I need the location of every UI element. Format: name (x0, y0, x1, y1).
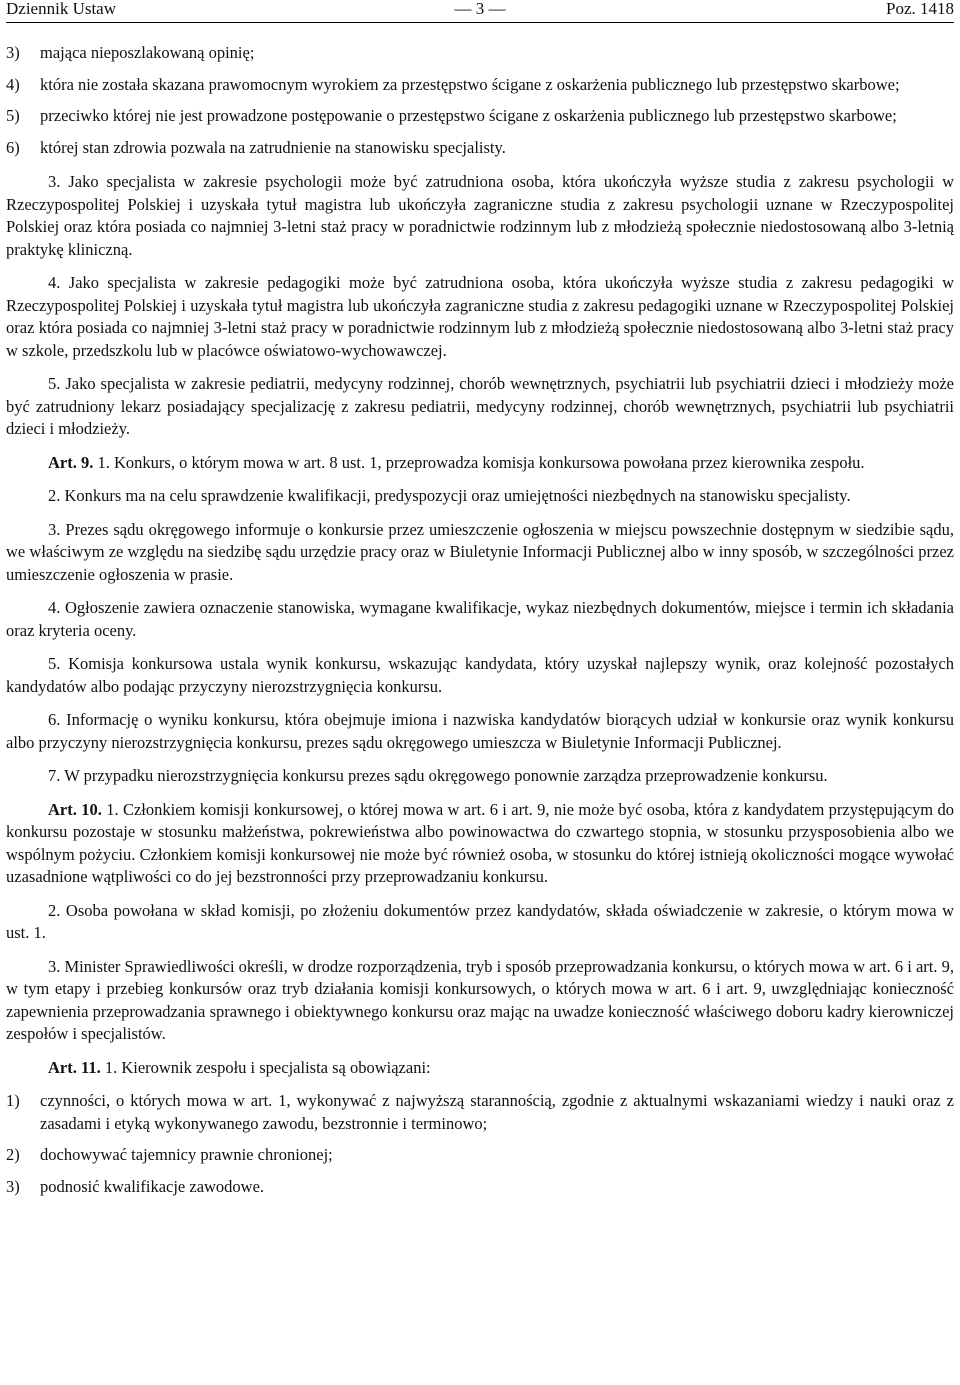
list-text: która nie została skazana prawomocnym wyrokiem za przestępstwo ścigane z oskarżenia publicznego lub przestępstwo skarbowe; (40, 74, 900, 94)
paragraph-pedagogy: 4. Jako specjalista w zakresie pedagogiki może być zatrudniona osoba, która ukończyła wyższe studia z zakresu pedagogiki w Rzeczypospolitej Polskiej i uzyskała tytuł magistra lub ukończyła zagraniczne studia z zakresu pedagogiki uznane w Rzeczypospolitej Polskiej oraz która posiada co najmniej 3-letni staż pracy w poradnictwie rodzinnym lub z młodzieżą społecznie niedostosowaną albo 3-letni staż pracy w szkole, przedszkolu lub w placówce oświatowo-wychowawczej. (6, 273, 954, 360)
list-item (6, 1090, 954, 1135)
paragraph-psychology: 3. Jako specjalista w zakresie psychologii może być zatrudniona osoba, która ukończyła wyższe studia z zakresu psychologii w Rzeczypospolitej Polskiej i uzyskała tytuł magistra lub ukończyła zagraniczne studia z zakresu psychologii uznane w Rzeczypospolitej Polskiej oraz która posiada co najmniej 3-letni staż pracy w poradnictwie rodzinnym lub z młodzieżą społecznie niedostosowaną albo 3-letnią praktykę kliniczną. (6, 172, 954, 259)
article-9-paragraph: 7. W przypadku nierozstrzygnięcia konkursu prezes sądu okręgowego ponownie zarządza przeprowadzenie konkursu. (48, 766, 828, 785)
list-number: 3) (6, 43, 20, 62)
list-text: której stan zdrowia pozwala na zatrudnienie na stanowisku specjalisty. (40, 137, 506, 157)
article-text: 1. Konkurs, o którym mowa w art. 8 ust. 1, przeprowadza komisja konkursowa powołana przez kierownika zespołu. (93, 452, 865, 472)
list-text: czynności, o których mowa w art. 1, wykonywać z najwyższą starannością, zgodnie z aktualnymi wskazaniami wiedzy i nauki oraz z zasadami i etyką wykonywanego zawodu, bezstronnie i terminowo; (40, 1091, 954, 1133)
list-text: mająca nieposzlakowaną opinię; (40, 43, 255, 62)
article-11-first (6, 1057, 954, 1080)
list-text: przeciwko której nie jest prowadzone postępowanie o przestępstwo ścigane z oskarżenia publicznego lub przestępstwo skarbowe; (40, 106, 897, 125)
position-number: Poz. 1418 (886, 0, 954, 18)
list-number: 2) (6, 1145, 20, 1164)
article-9-paragraph: 2. Konkurs ma na celu sprawdzenie kwalifikacji, predyspozycji oraz umiejętności niezbędnych na stanowisku specjalisty. (48, 486, 851, 505)
list-item (6, 1144, 954, 1167)
list-number: 5) (6, 106, 20, 125)
article-10-paragraph: 2. Osoba powołana w skład komisji, po złożeniu dokumentów przez kandydatów, składa oświadczenie w zakresie, o którym mowa w ust. 1. (6, 900, 954, 942)
list-item (6, 105, 954, 128)
article-10-paragraph: 3. Minister Sprawiedliwości określi, w drodze rozporządzenia, tryb i sposób przeprowadzania konkursu, o których mowa w art. 6 i art. 9, w tym etapy i przebieg konkursów oraz tryb działania komisji konkursowych, o których mowa w art. 6 i art. 9, uwzględniając konieczność zapewnienia przeprowadzania sprawnego i obiektywnego konkursu oraz mając na uwadze konieczność właściwego doboru kadry kierowniczej zespołów i specjalistów. (6, 956, 954, 1043)
article-9-paragraph: 3. Prezes sądu okręgowego informuje o konkursie przez umieszczenie ogłoszenia w miejscu powszechnie dostępnym w siedzibie sądu, we właściwym ze względu na siedzibę sądu urzędzie pracy oraz w Biuletynie Informacji Publicznej albo w inny sposób, w szczególności przez umieszczenie ogłoszenia w prasie. (6, 519, 954, 584)
list-number: 3) (6, 1176, 20, 1196)
list-item (6, 42, 954, 65)
list-number: 4) (6, 74, 20, 94)
article-9-paragraph: 6. Informację o wyniku konkursu, która obejmuje imiona i nazwiska kandydatów biorących udział w konkursie oraz wynik konkursu albo przyczyny nierozstrzygnięcia konkursu, prezes sądu okręgowego umieszcza w Biuletynie Informacji Publicznej. (6, 710, 954, 752)
document-body (6, 42, 954, 1207)
list-text: podnosić kwalifikacje zawodowe. (40, 1176, 265, 1196)
list-item (6, 74, 954, 97)
list-number: 1) (6, 1091, 20, 1110)
article-9-paragraph: 5. Komisja konkursowa ustala wynik konkursu, wskazując kandydata, który uzyskał najlepszy wynik, oraz kolejność pozostałych kandydatów albo podając przyczyny nierozstrzygnięcia konkursu. (6, 654, 954, 696)
article-text: 1. Członkiem komisji konkursowej, o której mowa w art. 6 i art. 9, nie może być osoba, która z kandydatem przystępującym do konkursu pozostaje w stosunku małżeństwa, pokrewieństwa albo powinowactwa do czwartego stopnia, w stosunku przysposobienia albo we wspólnym pożyciu. Członkiem komisji konkursowej nie może być również osoba, w stosunku do której istnieją okoliczności mogące wywołać uzasadnione wątpliwości co do jej bezstronności przy przeprowadzaniu konkursu. (6, 799, 954, 886)
list-item (6, 137, 954, 160)
article-9-first (6, 452, 954, 475)
list-text: dochowywać tajemnicy prawnie chronionej; (40, 1145, 333, 1164)
page-number: — 3 — (454, 0, 506, 18)
article-10-first (6, 799, 954, 889)
article-label: Art. 10. (48, 799, 102, 819)
journal-title: Dziennik Ustaw (6, 0, 117, 18)
list-number: 6) (6, 137, 20, 157)
paragraph-pediatrics: 5. Jako specjalista w zakresie pediatrii, medycyny rodzinnej, chorób wewnętrznych, psychiatrii lub psychiatrii dzieci i młodzieży może być zatrudniony lekarz posiadający specjalizację z zakresu pediatrii, medycyny rodzinnej, chorób wewnętrznych, psychiatrii lub psychiatrii dzieci i młodzieży. (6, 374, 954, 438)
article-9-paragraph: 4. Ogłoszenie zawiera oznaczenie stanowiska, wymagane kwalifikacje, wykaz niezbędnych dokumentów, miejsce i termin ich składania oraz kryteria oceny. (6, 598, 954, 640)
list-item (6, 1176, 954, 1199)
article-text: 1. Kierownik zespołu i specjalista są obowiązani: (100, 1057, 431, 1077)
article-label: Art. 11. (48, 1057, 101, 1077)
page-header (6, 0, 954, 23)
article-label: Art. 9. (48, 452, 94, 472)
